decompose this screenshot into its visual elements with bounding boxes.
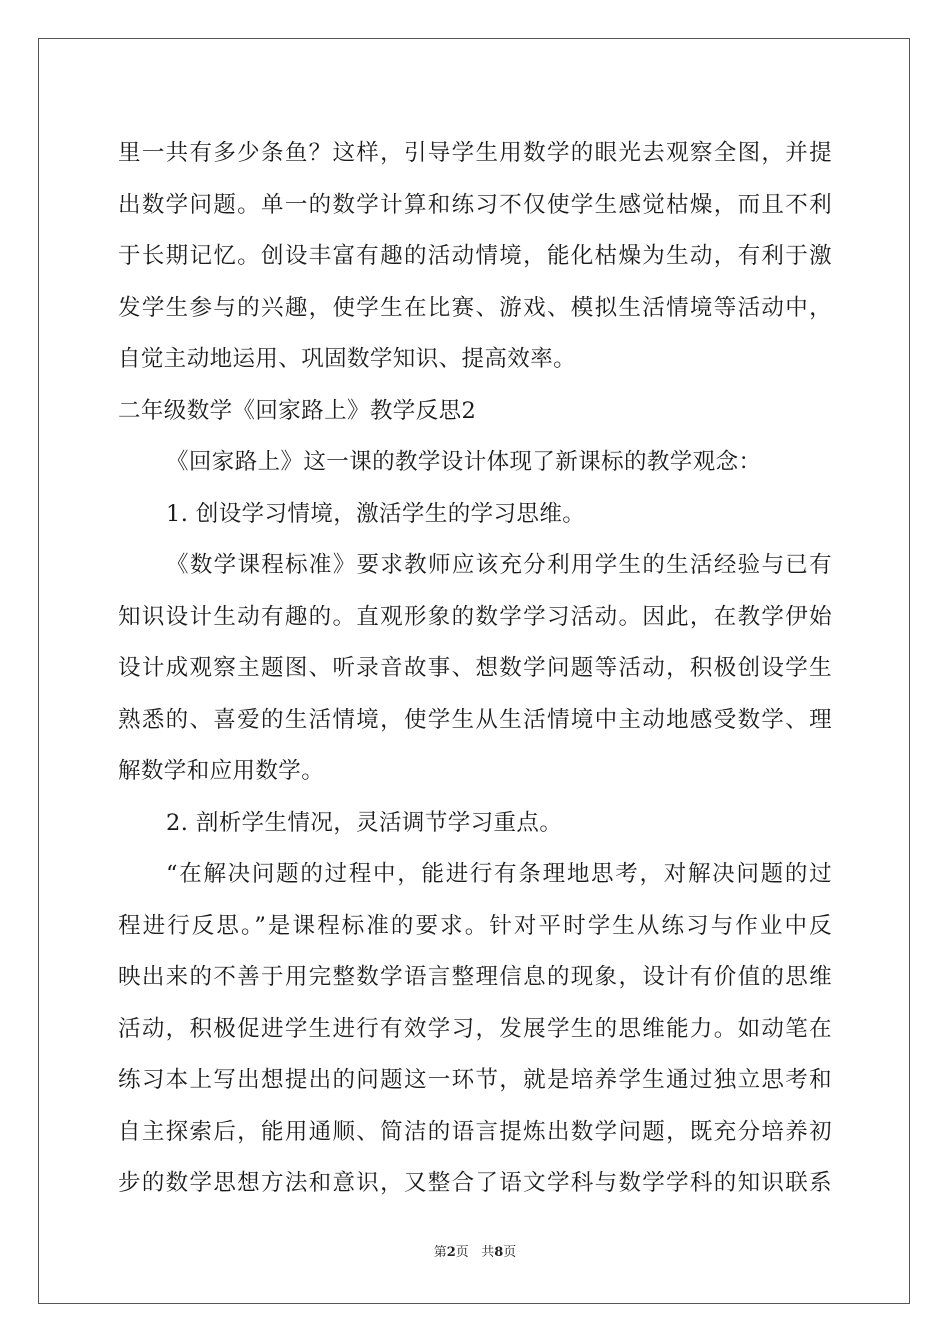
body-line: 出数学问题。单一的数学计算和练习不仅使学生感觉枯燥，而且不利 (118, 191, 832, 218)
page-number: 2 (446, 1245, 456, 1260)
body-line: 活动，积极促进学生进行有效学习，发展学生的思维能力。如动笔在 (118, 1015, 832, 1042)
page-prefix: 第 (433, 1245, 447, 1260)
body-line: 《数学课程标准》要求教师应该充分利用学生的生活经验与已有 (166, 552, 832, 578)
body-line: 设计成观察主题图、听录音故事、想数学问题等活动，积极创设学生 (118, 655, 832, 681)
body-line: “在解决问题的过程中，能进行有条理地思考，对解决问题的过 (166, 861, 832, 887)
body-line: 自觉主动地运用、巩固数学知识、提高效率。 (118, 346, 577, 372)
body-line: 熟悉的、喜爱的生活情境，使学生从生活情境中主动地感受数学、理 (118, 706, 832, 733)
numbered-point: 2. 剖析学生情况，灵活调节学习重点。 (166, 809, 563, 836)
total-prefix: 共 (481, 1245, 495, 1260)
body-line: 自主探索后，能用通顺、简洁的语言提炼出数学问题，既充分培养初 (118, 1118, 832, 1145)
page-suffix: 页 (455, 1245, 469, 1260)
total-suffix: 页 (503, 1245, 517, 1260)
numbered-point: 1. 创设学习情境，激活学生的学习思维。 (166, 500, 586, 527)
page-footer (0, 1241, 950, 1260)
body-line: 里一共有多少条鱼？这样，引导学生用数学的眼光去观察全图，并提 (118, 140, 832, 166)
body-line: 发学生参与的兴趣，使学生在比赛、游戏、模拟生活情境等活动中， (118, 294, 832, 321)
body-line: 《回家路上》这一课的教学设计体现了新课标的教学观念： (166, 449, 762, 475)
document-body (118, 128, 832, 1210)
body-line: 程进行反思。”是课程标准的要求。针对平时学生从练习与作业中反 (118, 912, 832, 939)
body-line: 步的数学思想方法和意识，又整合了语文学科与数学学科的知识联系 (118, 1170, 832, 1196)
total-pages: 8 (494, 1245, 504, 1260)
body-line: 知识设计生动有趣的。直观形象的数学学习活动。因此，在教学伊始 (118, 603, 832, 630)
section-heading: 二年级数学《回家路上》教学反思2 (118, 397, 477, 424)
body-line: 于长期记忆。创设丰富有趣的活动情境，能化枯燥为生动，有利于激 (118, 243, 832, 269)
body-line: 解数学和应用数学。 (118, 758, 325, 784)
body-line: 映出来的不善于用完整数学语言整理信息的现象，设计有价值的思维 (118, 964, 832, 990)
body-line: 练习本上写出想提出的问题这一环节，就是培养学生通过独立思考和 (118, 1067, 832, 1093)
